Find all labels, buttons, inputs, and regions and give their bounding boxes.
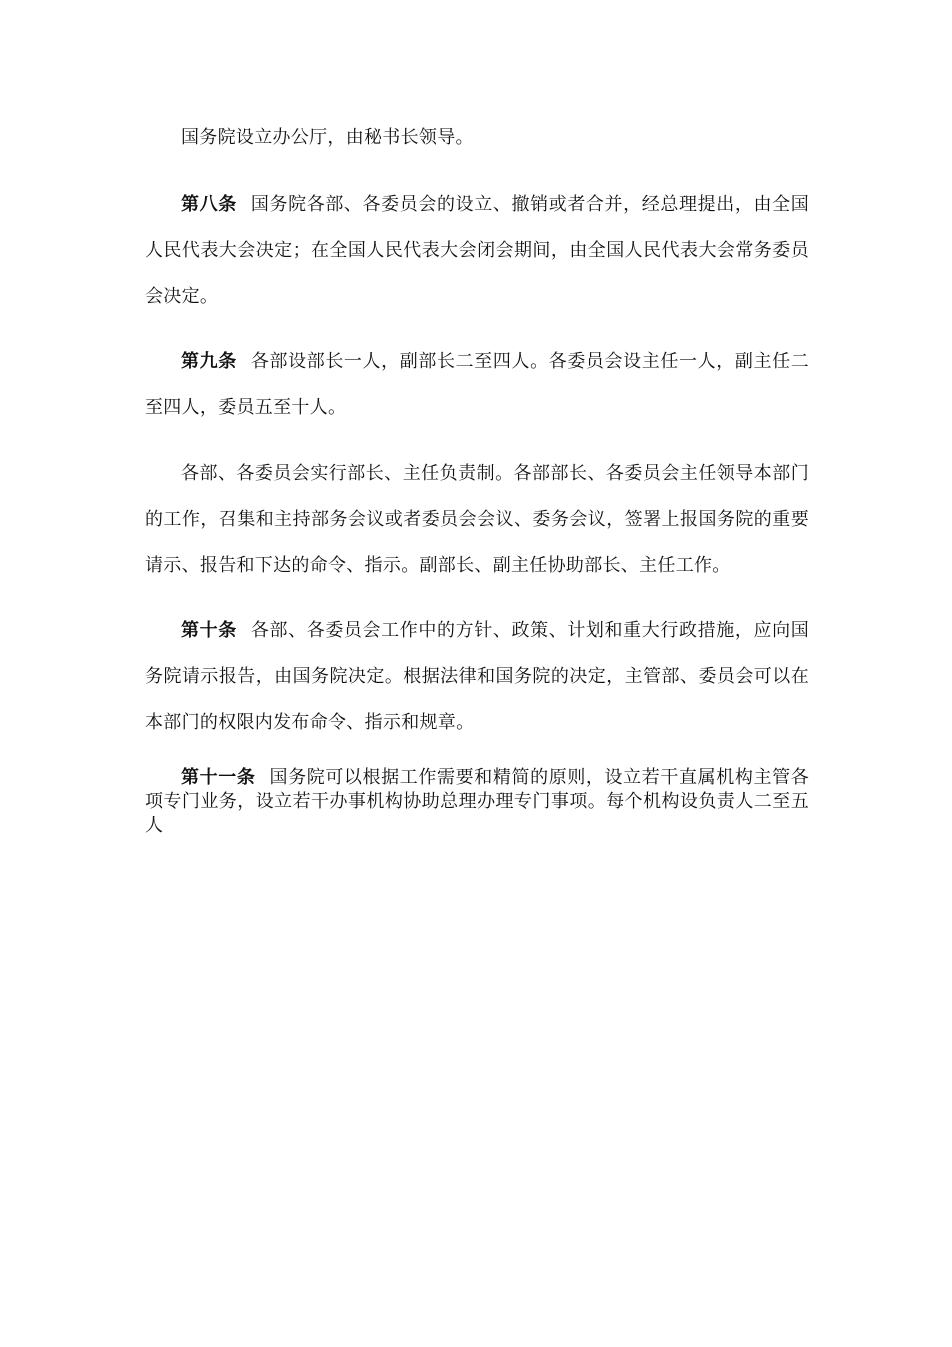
- article-heading: 第九条: [181, 351, 237, 372]
- article-heading: 第十条: [181, 620, 237, 641]
- paragraph-responsibility: [145, 451, 809, 589]
- paragraph-article-11: [145, 766, 809, 838]
- paragraph-article-8: [145, 182, 809, 320]
- paragraph-text: 各部设部长一人，副部长二至四人。各委员会设主任一人，副主任二至四人，委员五至十人。: [145, 351, 810, 418]
- paragraph-text: 各部、各委员会实行部长、主任负责制。各部部长、各委员会主任领导本部门的工作，召集和主持部务会议或者委员会会议、委务会议，签署上报国务院的重要请示、报告和下达的命令、指示。副部长、副主任协助部长、主任工作。: [145, 463, 809, 576]
- paragraph-text: 各部、各委员会工作中的方针、政策、计划和重大行政措施，应向国务院请示报告，由国务院决定。根据法律和国务院的决定，主管部、委员会可以在本部门的权限内发布命令、指示和规章。: [145, 620, 810, 733]
- paragraph-article-9: [145, 339, 809, 431]
- paragraph-text: 国务院可以根据工作需要和精简的原则，设立若干直属机构主管各项专门业务，设立若干办事机构协助总理办理专门事项。每个机构设负责人二至五人: [145, 767, 809, 836]
- article-heading: 第八条: [181, 194, 237, 215]
- paragraph-article-10: [145, 608, 809, 746]
- paragraph-text: 国务院设立办公厅，由秘书长领导。: [181, 127, 474, 148]
- paragraph-office: [145, 115, 809, 161]
- paragraph-text: 国务院各部、各委员会的设立、撤销或者合并，经总理提出，由全国人民代表大会决定；在全国人民代表大会闭会期间，由全国人民代表大会常务委员会决定。: [145, 194, 810, 307]
- article-heading: 第十一条: [181, 767, 256, 788]
